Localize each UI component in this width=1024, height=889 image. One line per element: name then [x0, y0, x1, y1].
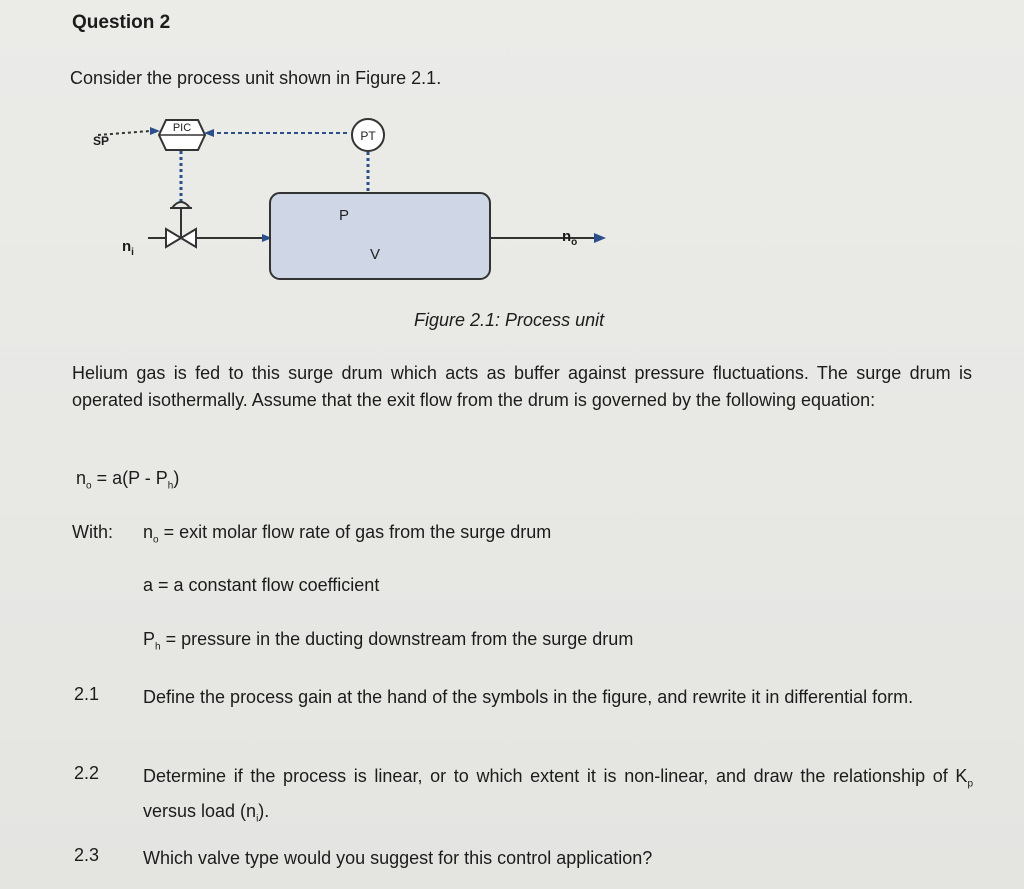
- pic-label: PIC: [172, 122, 192, 134]
- question-text: Which valve type would you suggest for this control application?: [143, 848, 653, 868]
- outlet-arrow-icon: [594, 233, 606, 243]
- flow-equation: $n_o = a(P - P_h)$: [76, 468, 180, 492]
- description-paragraph: Helium gas is fed to this surge drum which acts as buffer against pressure fluctuations. The surge drum is operated isothermally. Assume that the exit flow from the drum is governed by the following equation:: [72, 363, 972, 410]
- control-valve-icon: [166, 229, 181, 247]
- question-number: 2.2: [74, 763, 100, 783]
- volume-label: V: [369, 246, 381, 263]
- question-number: 2.3: [74, 845, 100, 865]
- question-number: 2.1: [74, 684, 100, 704]
- question-text: Determine if the process is linear, or to which extent it is non-linear, and draw the relationship of $K_p$ versus load $(n_i)$.: [143, 766, 973, 825]
- setpoint-label: SP: [93, 134, 110, 148]
- pt-label: PT: [360, 129, 376, 143]
- definition-item: $P_h$ = pressure in the ducting downstream from the surge drum: [143, 629, 634, 653]
- definitions-label: With:: [72, 522, 114, 542]
- pressure-label: P: [338, 207, 350, 224]
- figure-caption: Figure 2.1: Process unit: [414, 310, 605, 330]
- outlet-flow-label: $n_o$: [562, 228, 578, 248]
- intro-text: Consider the process unit shown in Figure 2.1.: [70, 68, 442, 88]
- question-heading: Question 2: [72, 12, 171, 33]
- inlet-flow-label: $n_i$: [122, 238, 134, 258]
- definition-item: a = a constant flow coefficient: [143, 575, 380, 595]
- surge-drum: [270, 193, 490, 279]
- question-text: Define the process gain at the hand of the symbols in the figure, and rewrite it in differential form.: [143, 687, 914, 707]
- definition-item: $n_o$ = exit molar flow rate of gas from the surge drum: [143, 522, 552, 546]
